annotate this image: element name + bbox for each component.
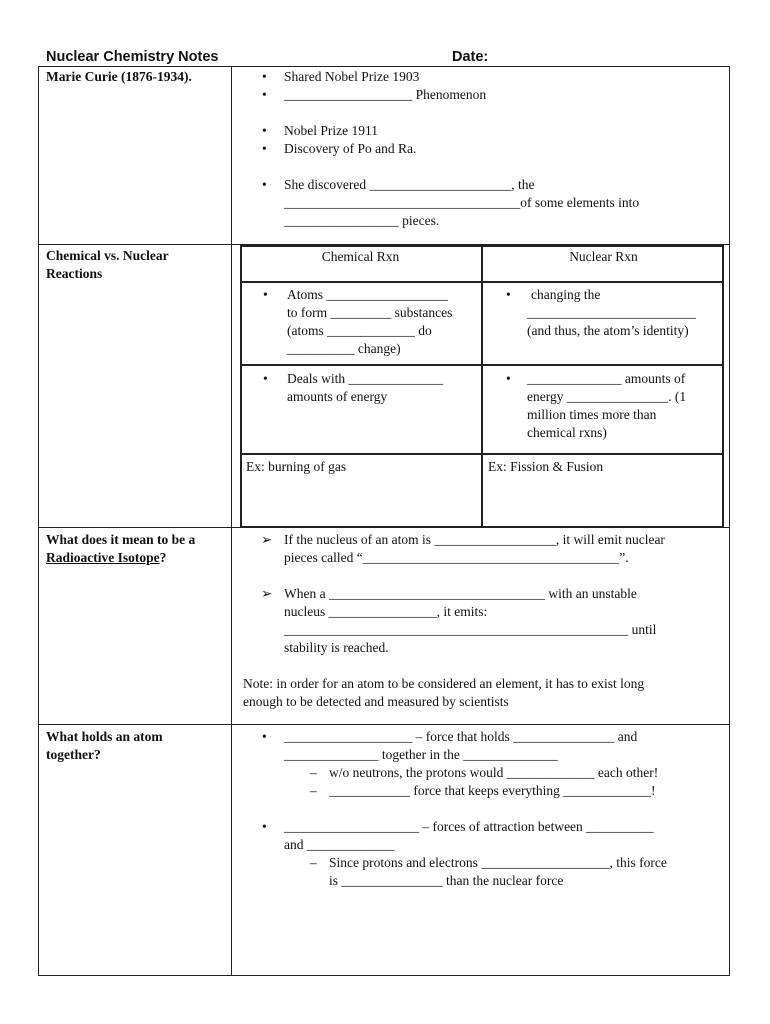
- bullet: •: [262, 141, 267, 156]
- holds-line: Since protons and electrons ___________________, this force: [329, 855, 667, 870]
- nuc-line: changing the: [531, 287, 601, 302]
- isotope-line: If the nucleus of an atom is __________________, it will emit nuclear: [284, 532, 665, 547]
- col-header-nuclear: Nuclear Rxn: [569, 249, 638, 264]
- inner-divider: [481, 245, 483, 528]
- holds-line: ____________________ – forces of attraction between __________: [284, 819, 654, 834]
- bullet: •: [262, 69, 267, 84]
- isotope-line: nucleus ________________, it emits:: [284, 604, 488, 619]
- nuc-line: million times more than: [527, 407, 657, 422]
- reactions-label: Chemical vs. Nuclear Reactions: [46, 248, 169, 281]
- dash-bullet: –: [310, 855, 317, 870]
- isotope-label: [46, 531, 226, 567]
- inner-divider: [240, 281, 724, 283]
- bullet: •: [262, 729, 267, 744]
- note-line: Note: in order for an atom to be considered an element, it has to exist long: [243, 676, 645, 691]
- holds-line: ___________________ – force that holds _______________ and: [284, 729, 638, 744]
- curie-line: Nobel Prize 1911: [284, 123, 378, 138]
- isotope-line: When a ________________________________ with an unstable: [284, 586, 637, 601]
- nuc-line: chemical rxns): [527, 425, 607, 440]
- holds-line: is _______________ than the nuclear force: [329, 873, 564, 888]
- holds-line: w/o neutrons, the protons would _____________ each other!: [329, 765, 659, 780]
- chem-line: amounts of energy: [287, 389, 388, 404]
- bullet: •: [262, 123, 267, 138]
- example-nuclear: Ex: Fission & Fusion: [488, 459, 604, 474]
- holds-label: What holds an atom together?: [46, 729, 163, 762]
- nuc-line: energy _______________. (1: [527, 389, 687, 404]
- bullet: •: [262, 87, 267, 102]
- curie-line: ___________________________________of some elements into: [284, 195, 640, 210]
- bullet: •: [506, 287, 511, 302]
- page-title: Nuclear Chemistry Notes: [46, 49, 219, 65]
- inner-divider: [240, 364, 724, 366]
- arrow-bullet-icon: ➢: [261, 586, 273, 601]
- holds-line: and _____________: [284, 837, 395, 852]
- isotope-line: ___________________________________________________ until: [284, 622, 657, 637]
- example-chemical: Ex: burning of gas: [246, 459, 347, 474]
- isotope-question-mark: ?: [159, 550, 167, 565]
- column-divider: [231, 66, 232, 976]
- note-line: enough to be detected and measured by scientists: [243, 694, 509, 709]
- bullet: •: [262, 819, 267, 834]
- curie-label: Marie Curie (1876-1934).: [46, 69, 192, 84]
- col-header-chemical: Chemical Rxn: [321, 249, 400, 264]
- arrow-bullet-icon: ➢: [261, 532, 273, 547]
- holds-line: ______________ together in the ______________: [284, 747, 558, 762]
- date-label: Date:: [452, 49, 489, 65]
- nuc-line: (and thus, the atom’s identity): [527, 323, 689, 338]
- isotope-line: pieces called “______________________________________”.: [284, 550, 629, 565]
- nuc-line: _________________________: [527, 305, 696, 320]
- bullet: •: [263, 287, 268, 302]
- curie-line: _________________ pieces.: [284, 213, 440, 228]
- isotope-term: Radioactive Isotope: [46, 550, 160, 565]
- dash-bullet: –: [310, 765, 317, 780]
- chem-line: (atoms _____________ do: [287, 323, 432, 338]
- dash-bullet: –: [310, 783, 317, 798]
- bullet: •: [506, 371, 511, 386]
- row-divider: [38, 724, 730, 725]
- chem-line: Atoms __________________: [287, 287, 448, 302]
- curie-line: She discovered _____________________, the: [284, 177, 535, 192]
- isotope-label-text: What does it mean to be a: [46, 532, 196, 547]
- curie-line: Discovery of Po and Ra.: [284, 141, 417, 156]
- holds-line: ____________ force that keeps everything _____________!: [329, 783, 656, 798]
- curie-line: ___________________ Phenomenon: [284, 87, 487, 102]
- inner-divider: [240, 453, 724, 455]
- bullet: •: [263, 371, 268, 386]
- chem-line: to form _________ substances: [287, 305, 453, 320]
- isotope-line: stability is reached.: [284, 640, 389, 655]
- curie-line: Shared Nobel Prize 1903: [284, 69, 420, 84]
- bullet: •: [262, 177, 267, 192]
- chem-line: __________ change): [287, 341, 401, 356]
- nuc-line: ______________ amounts of: [527, 371, 686, 386]
- chem-line: Deals with ______________: [287, 371, 443, 386]
